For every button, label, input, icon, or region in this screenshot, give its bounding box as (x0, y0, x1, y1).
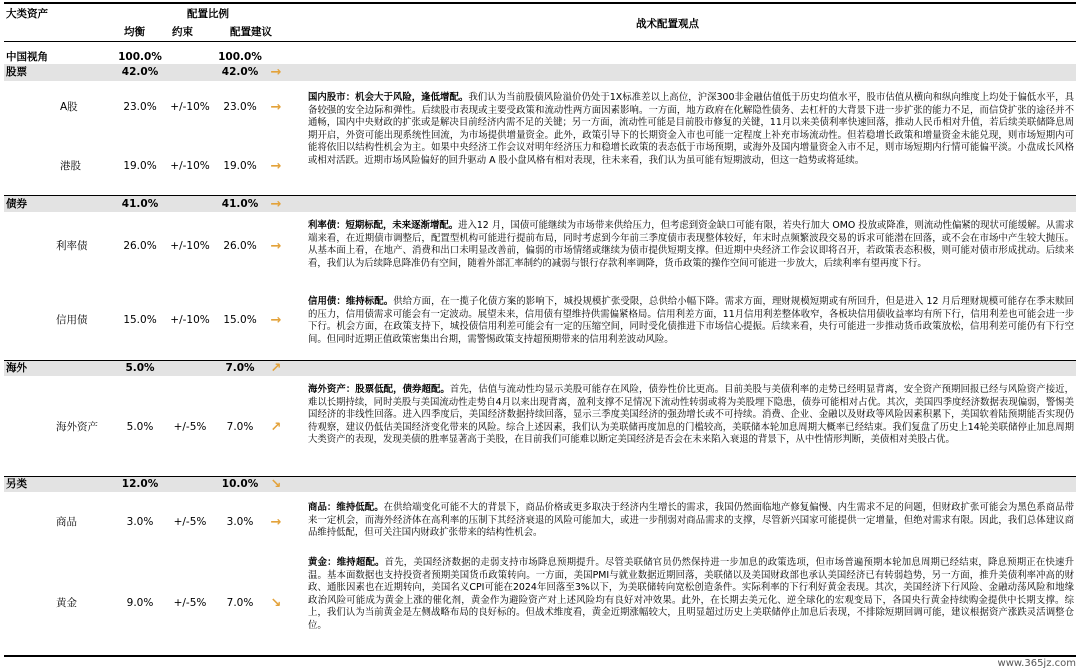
row-commodity-constraint: +/-5% (173, 516, 207, 528)
view-credit-bond-title: 信用债：维持标配。 (308, 296, 394, 307)
row-rate-name: 利率债 (56, 240, 88, 252)
row-bond-name: 债券 (6, 198, 27, 210)
row-credit-suggestion: 15.0% (223, 314, 257, 326)
row-commodity-name: 商品 (56, 516, 77, 528)
row-overseas-balanced: 5.0% (125, 362, 155, 374)
row-rate-suggestion: 26.0% (223, 240, 257, 252)
view-gold (308, 557, 1074, 633)
view-credit-bond (308, 296, 1074, 346)
view-commodity-title: 商品：维持低配。 (308, 502, 384, 513)
view-domestic-equity-body: 我们认为当前股债风险溢价仍处于1X标准差以上高位，沪深300非金融估值低于历史均值水平，股市估值从横向和纵向维度上均处于偏低水平，具备较强的安全边际和弹性。后续股市表现或主要受政策和流动性两方面因素影响。一方面，地方政府在化解隐性债务、去杠杆的大背景下进一步扩张的能力不足，而信贷扩张的途径并不通畅，国内中央财政的扩张或是解决目前经济内需不足的关键；另一方面，流动性可能是目前股市修复的关键，11月以来美债利率快速回落，推动人民币相对升值，若后续美联储降息周期开启，外资可能出现系统性回流，为市场提供增量资金。此外，政策引导下的长期资金入市也可能一定程度上补充市场流动性。但若稳增长政策和增量资金未能兑现，则市场短期内可能将依旧以结构性机会为主。如果中央经济工作会议对明年经济压力和稳增长政策的表态低于市场预期，或海外及国内增量资金入市不足，则市场短期内行情可能偏平淡。小盘成长风格或相对活跃。近期市场风险偏好的回升驱动 A 股小盘风格有相对表现，往未来看，我们认为虽可能有短期波动，但这一趋势或将延续。 (308, 92, 1074, 166)
row-overseas-suggestion: 7.0% (225, 362, 255, 374)
view-rate-bond-body: 进入12 月，国债可能继续为市场带来供给压力，但考虑到资金缺口可能有限，若央行加大 OMO 投放或降准，则流动性偏紧的现状可能缓解。从需求端来看，在近期债市调整后，配置型机构可能进行提前布局，同时考虑到今年前三季度债市表现整体较好，年末时点频繁波段交易的诉求可能潜在回落，或不会在市场中产生较大抛压。从基本面上看，在地产、消费和出口未明显改善前，偏弱的市场情绪或继续为债市提供短期支撑。但近期中央经济工作会议即将召开，若政策表态积极，则可能对债市形成扰动。后续来看，我们认为后续降息降准仍有空间，随着外部汇率制约的减弱与银行存款利率调降，货币政策的操作空间可能进一步放大，后续利率有望再度下行。 (308, 220, 1074, 269)
row-overseas-asset-balanced: 5.0% (126, 421, 154, 433)
row-ashare-constraint: +/-10% (170, 101, 210, 113)
bond-flat-arrow-icon: → (270, 197, 282, 212)
overseas-asset-up-arrow-icon: ↗ (270, 420, 282, 435)
view-rate-bond-title: 利率债：短期标配，未来逐渐增配。 (308, 220, 459, 231)
row-alt-name: 另类 (6, 478, 27, 490)
row-credit-name: 信用债 (56, 314, 88, 326)
credit-flat-arrow-icon: → (270, 313, 282, 328)
row-china-suggestion: 100.0% (218, 51, 262, 63)
ashare-flat-arrow-icon: → (270, 100, 282, 115)
row-commodity-suggestion: 3.0% (226, 516, 254, 528)
row-overseas-name: 海外 (6, 362, 27, 374)
row-china-balanced: 100.0% (118, 51, 162, 63)
row-ashare-name: A股 (60, 101, 78, 113)
equity-flat-arrow-icon: → (270, 65, 282, 80)
row-gold-constraint: +/-5% (173, 597, 207, 609)
view-credit-bond-body: 供给方面，在一揽子化债方案的影响下，城投规模扩张受限，总供给小幅下降。需求方面，理财规模短期或有所回升，但是进入 12 月后理财规模可能存在季末赎回的压力，信用债需求可能会有一定波动。展望未来，信用债有望维持供需偏紧格局。信用利差方面，11月信用利差整体收窄，各板块信用债收益率均有所下行，信用利差也可能会进一步下行。机会方面，在政策支持下，城投债信用利差可能会有一定的压缩空间，同时受化债推进下市场信心提振。后续来看，央行可能进一步推动货币政策放松，信用利差可能仍有下行空间。但同时近期正值政策密集出台期，需警惕政策支持超预期带来的信用利差波动风险。 (308, 296, 1074, 345)
hk-flat-arrow-icon: → (270, 159, 282, 174)
row-gold-name: 黄金 (56, 597, 77, 609)
row-bond-balanced: 41.0% (121, 198, 159, 210)
row-gold-balanced: 9.0% (126, 597, 154, 609)
alt-down-arrow-icon: ↘ (270, 477, 282, 492)
view-rate-bond (308, 220, 1074, 270)
row-hk-constraint: +/-10% (170, 160, 210, 172)
commodity-flat-arrow-icon: → (270, 515, 282, 530)
row-equity-balanced: 42.0% (121, 66, 159, 78)
header-balanced: 均衡 (124, 26, 145, 38)
row-hk-balanced: 19.0% (123, 160, 157, 172)
row-china-name: 中国视角 (6, 51, 48, 63)
row-bond-suggestion: 41.0% (221, 198, 259, 210)
header-view: 战术配置观点 (636, 18, 699, 30)
top-rule (4, 2, 1076, 4)
row-equity-suggestion: 42.0% (221, 66, 259, 78)
view-overseas-asset-title: 海外资产：股票低配，债券超配。 (308, 384, 450, 395)
watermark: www.365jz.com (997, 658, 1076, 669)
row-alt-balanced: 12.0% (121, 478, 159, 490)
view-gold-body: 首先，美国经济数据的走弱支持市场降息预期提升。尽管美联储官员仍然保持进一步加息的政策选项，但市场普遍预期本轮加息周期已经结束，降息预期正在快速升温。基本面数据也支持投资者预期美国货币政策转向。一方面，美国PMI与就业数据近期回落，美联储以及美国财政部也承认美国经济已有转弱趋势，另一方面，推升美债利率冲高的财政、通胀因素也在近期转向，美国名义CPI可能在2024年回落至3%以下，为美联储转向宽松创造条件。实际利率的下行利好黄金表现。其次，美国经济下行风险、金融动荡风险和地缘政治风险可能成为黄金上涨的催化剂，黄金作为避险资产对上述风险均有良好对冲效果。此外，在长期去美元化、逆全球化的宏观变局下，各国央行黄金持续购金提供中长期支撑。综上，我们认为当前黄金是左侧战略布局的良好标的。但战术维度看，黄金近期涨幅较大，且明显超过历史上美联储停止加息后表现，不排除短期回调可能，建议根据资产涨跌灵活调整仓位。 (308, 557, 1074, 631)
row-ashare-suggestion: 23.0% (223, 101, 257, 113)
row-equity-name: 股票 (6, 66, 27, 78)
rate-flat-arrow-icon: → (270, 239, 282, 254)
view-domestic-equity (308, 92, 1074, 168)
row-hk-name: 港股 (60, 160, 81, 172)
view-gold-title: 黄金：维持超配。 (308, 557, 385, 568)
view-overseas-asset-body: 首先，估值与流动性均显示美股可能存在风险，债券性价比更高。目前美股与美债利率的走势已经明显背离，安全资产预期回报已经与风险资产接近，难以长期持续，同时美股与美国流动性走势自4月以来出现背离，盈利支撑不足情况下流动性转弱或将为美股埋下隐患，债券可能相对占优。其次，美国四季度经济数据表现偏弱，警惕美国经济的非线性回落。进入四季度后，美国经济数据持续回落，显示三季度美国经济的强劲增长或不可持续。消费、企业、金融以及财政等风险因素积累下，美国软着陆预期能否实现仍待观察，建议仍低估美国经济变化带来的风险。综合上述因素，我们认为美联储再度加息的门槛较高，美联储本轮加息周期大概率已经结束。我们复盘了历史上14轮美联储停止加息周期大类资产的表现，发现美债的胜率显著高于美股，在目前我们可能难以断定美国经济是否会在未来陷入衰退的背景下，从中性情形判断，美债相对美股占优。 (308, 384, 1074, 446)
row-ashare-balanced: 23.0% (123, 101, 157, 113)
view-commodity (308, 502, 1074, 540)
row-overseas-asset-suggestion: 7.0% (226, 421, 254, 433)
bottom-rule (4, 655, 1076, 657)
header-suggestion: 配置建议 (230, 26, 272, 38)
view-domestic-equity-title: 国内股市：机会大于风险，逢低增配。 (308, 92, 469, 103)
row-commodity-balanced: 3.0% (126, 516, 154, 528)
header-category: 大类资产 (6, 8, 48, 20)
view-commodity-body: 在供给端变化可能不大的背景下，商品价格或更多取决于经济内生增长的需求，我国仍然面临地产修复偏慢、内生需求不足的问题，但财政扩张可能会为黑色系商品带来一定机会，而海外经济体在高利率的压制下其经济衰退的风险可能加大，或进一步削弱对商品需求的支撑，尽管新兴国家可能提供一定增量，但绝对需求有限。因此，我们总体建议商品维持低配，但可关注国内财政扩张带来的结构性机会。 (308, 502, 1074, 539)
header-rule (4, 41, 1076, 42)
row-alt-suggestion: 10.0% (221, 478, 259, 490)
row-gold-suggestion: 7.0% (226, 597, 254, 609)
row-overseas-asset-name: 海外资产 (56, 421, 98, 433)
row-credit-balanced: 15.0% (123, 314, 157, 326)
row-credit-constraint: +/-10% (170, 314, 210, 326)
row-overseas-asset-constraint: +/-5% (173, 421, 207, 433)
header-allocation: 配置比例 (187, 8, 229, 20)
header-constraint: 约束 (172, 26, 193, 38)
row-hk-suggestion: 19.0% (223, 160, 257, 172)
row-rate-balanced: 26.0% (123, 240, 157, 252)
view-overseas-asset (308, 384, 1074, 447)
overseas-up-arrow-icon: ↗ (270, 361, 282, 376)
gold-down-arrow-icon: ↘ (270, 596, 282, 611)
row-rate-constraint: +/-10% (170, 240, 210, 252)
